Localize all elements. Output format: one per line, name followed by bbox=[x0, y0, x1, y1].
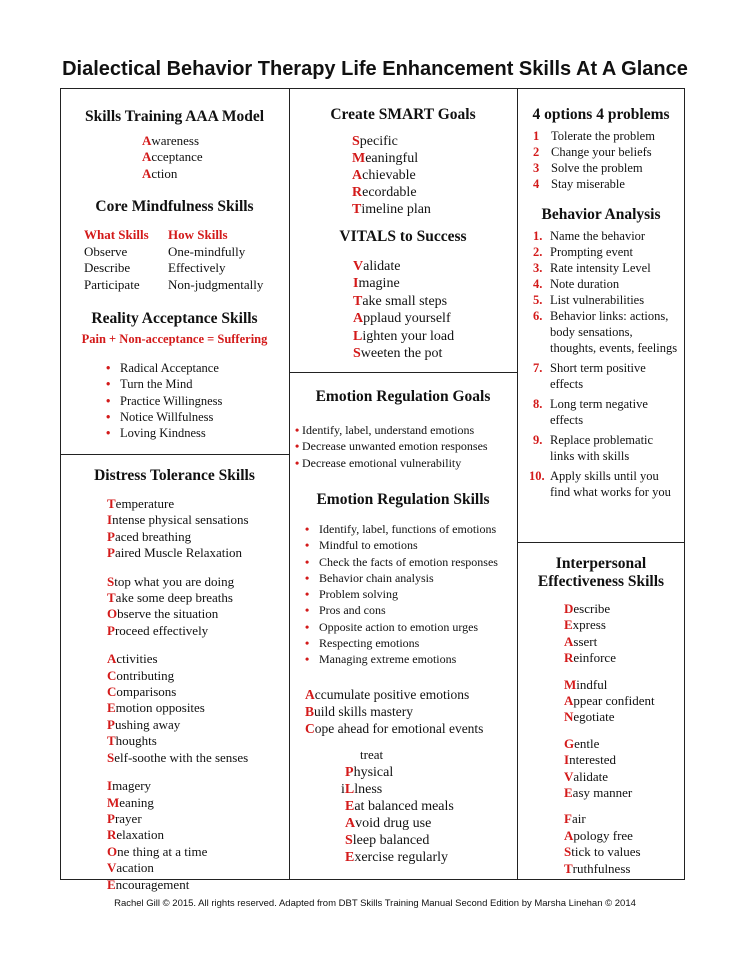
list-item: 2 Change your beliefs bbox=[533, 145, 652, 159]
list-item: • Practice Willingness bbox=[104, 393, 289, 409]
mindfulness-section bbox=[60, 198, 289, 293]
vitals-section bbox=[289, 228, 517, 362]
options-section bbox=[517, 106, 685, 192]
list-item: • Turn the Mind bbox=[104, 376, 289, 392]
table-row: Participate Non-judgmentally bbox=[84, 276, 264, 292]
list-item: • Mindful to emotions bbox=[303, 537, 517, 553]
give-list bbox=[564, 736, 685, 802]
list-item: Self-soothe with the senses bbox=[107, 749, 249, 765]
distress-tipp bbox=[107, 496, 289, 562]
table-row: Describe Effectively bbox=[84, 260, 226, 276]
list-item: • Decrease unwanted emotion responses bbox=[293, 438, 517, 454]
distress-stop bbox=[107, 574, 289, 640]
reality-list bbox=[104, 360, 289, 441]
list-item: 6. Behavior links: actions, body sensations, thoughts, events, feelings bbox=[533, 309, 678, 355]
list-item: Gentle bbox=[564, 735, 600, 751]
list-item: iLlness bbox=[341, 781, 383, 797]
list-item: Temperature bbox=[107, 496, 175, 511]
er-goals-list bbox=[293, 422, 517, 471]
list-item: Negotiate bbox=[564, 709, 615, 725]
list-item: 8. Long term negative effects bbox=[533, 397, 648, 427]
list-item: Emotion opposites bbox=[107, 700, 205, 716]
er-goals-section bbox=[289, 388, 517, 471]
smart-list bbox=[352, 133, 517, 218]
list-item: Comparisons bbox=[107, 684, 177, 700]
list-item: Accumulate positive emotions bbox=[305, 686, 470, 702]
list-item: Meaningful bbox=[352, 151, 419, 166]
er-goals-heading: Emotion Regulation Goals bbox=[315, 388, 491, 405]
list-item: 1 Tolerate the problem bbox=[533, 129, 655, 143]
list-item: • Problem solving bbox=[303, 586, 517, 602]
smart-heading: Create SMART Goals bbox=[330, 106, 476, 123]
list-item: 4 Stay miserable bbox=[533, 177, 625, 191]
list-item: Take small steps bbox=[353, 293, 448, 309]
list-item: Sleep balanced bbox=[345, 832, 430, 848]
list-item: 3. Rate intensity Level bbox=[533, 261, 651, 275]
options-list bbox=[533, 128, 685, 192]
reality-heading: Reality Acceptance Skills bbox=[91, 310, 258, 327]
list-item: Encouragement bbox=[107, 876, 190, 892]
list-item: • Identify, label, understand emotions bbox=[293, 422, 517, 438]
list-item: • Identify, label, functions of emotions bbox=[303, 521, 517, 537]
list-item: Imagery bbox=[107, 778, 152, 794]
please-list bbox=[341, 764, 517, 866]
list-item: Appear confident bbox=[564, 693, 655, 709]
reality-formula: Pain + Non-acceptance = Suffering bbox=[81, 332, 268, 346]
list-item: Sweeten the pot bbox=[353, 346, 443, 362]
list-item: Assert bbox=[564, 633, 598, 649]
distress-section bbox=[60, 467, 289, 893]
list-item: Cope ahead for emotional events bbox=[305, 720, 484, 736]
list-item: Contributing bbox=[107, 667, 175, 683]
smart-section bbox=[289, 106, 517, 218]
list-item: Paired Muscle Relaxation bbox=[107, 545, 243, 561]
list-item: Recordable bbox=[352, 185, 417, 200]
how-skills-heading: How Skills bbox=[168, 227, 228, 242]
er-skills-section bbox=[289, 491, 517, 866]
list-item: Physical bbox=[345, 764, 394, 780]
mindfulness-table bbox=[84, 227, 289, 293]
aaa-section bbox=[60, 108, 289, 182]
reality-section bbox=[60, 310, 289, 441]
fast-list bbox=[564, 811, 685, 877]
distress-heading: Distress Tolerance Skills bbox=[94, 467, 255, 484]
list-item: Fair bbox=[564, 811, 586, 827]
list-item: • Pros and cons bbox=[303, 602, 517, 618]
list-item: Vacation bbox=[107, 860, 154, 876]
please-treat-label: treat bbox=[360, 746, 384, 762]
er-skills-heading: Emotion Regulation Skills bbox=[316, 491, 490, 508]
list-item: Prayer bbox=[107, 810, 142, 826]
what-skills-heading: What Skills bbox=[84, 227, 149, 242]
list-item: 5. List vulnerabilities bbox=[533, 293, 645, 307]
list-item: Proceed effectively bbox=[107, 622, 209, 638]
vitals-heading: VITALS to Success bbox=[339, 228, 467, 245]
behavior-list bbox=[529, 228, 679, 500]
er-skills-list bbox=[303, 521, 517, 668]
aaa-list bbox=[142, 133, 289, 182]
distress-improve bbox=[107, 778, 289, 893]
list-item: Awareness bbox=[142, 133, 200, 148]
man-list bbox=[564, 677, 685, 726]
list-item: Timeline plan bbox=[352, 202, 431, 217]
options-heading: 4 options 4 problems bbox=[532, 106, 670, 123]
list-item: • Behavior chain analysis bbox=[303, 570, 517, 586]
behavior-heading: Behavior Analysis bbox=[541, 206, 661, 223]
list-item: Validate bbox=[353, 259, 401, 274]
list-item: Mindful bbox=[564, 676, 608, 692]
list-item: Applaud yourself bbox=[353, 311, 451, 327]
interpersonal-heading-line1: Interpersonal bbox=[555, 555, 647, 572]
list-item: One thing at a time bbox=[107, 843, 208, 859]
list-item: Exercise regularly bbox=[345, 849, 449, 865]
footer-copyright: Rachel Gill © 2015. All rights reserved. Adapted from DBT Skills Training Manual Second Edition by Marsha Linehan © 2014 bbox=[114, 898, 636, 909]
list-item: Activities bbox=[107, 651, 158, 667]
list-item: Thoughts bbox=[107, 733, 157, 749]
list-item: Pushing away bbox=[107, 716, 181, 732]
col1-row-divider bbox=[60, 454, 289, 455]
list-item: Apology free bbox=[564, 827, 633, 843]
abc-list bbox=[305, 686, 517, 737]
list-item: Build skills mastery bbox=[305, 703, 414, 719]
aaa-heading: Skills Training AAA Model bbox=[84, 108, 264, 125]
list-item: Relaxation bbox=[107, 827, 165, 843]
interpersonal-section bbox=[517, 555, 685, 877]
list-item: Validate bbox=[564, 768, 609, 784]
list-item: 1. Name the behavior bbox=[533, 229, 646, 243]
list-item: • Managing extreme emotions bbox=[303, 651, 517, 667]
list-item: • Decrease emotional vulnerability bbox=[293, 455, 517, 471]
list-item: Imagine bbox=[353, 276, 400, 292]
list-item: • Respecting emotions bbox=[303, 635, 517, 651]
list-item: Paced breathing bbox=[107, 528, 192, 544]
distress-accepts bbox=[107, 651, 289, 766]
list-item: Express bbox=[564, 617, 606, 633]
list-item: • Loving Kindness bbox=[104, 425, 289, 441]
list-item: 9. Replace problematic links with skills bbox=[533, 433, 654, 463]
list-item: Meaning bbox=[107, 794, 154, 810]
list-item: Stop what you are doing bbox=[107, 573, 235, 589]
list-item: Eat balanced meals bbox=[345, 798, 454, 814]
page-title: Dialectical Behavior Therapy Life Enhancement Skills At A Glance bbox=[62, 58, 688, 80]
col2-row-divider bbox=[289, 372, 517, 373]
dear-list bbox=[564, 601, 685, 667]
list-item: Acceptance bbox=[142, 149, 203, 165]
col3-row-divider bbox=[517, 542, 685, 543]
list-item: Action bbox=[142, 165, 178, 181]
table-row: Observe One-mindfully bbox=[84, 243, 246, 259]
list-item: Truthfulness bbox=[564, 860, 631, 876]
list-item: • Notice Willfulness bbox=[104, 409, 289, 425]
list-item: Take some deep breaths bbox=[107, 590, 233, 606]
list-item: Stick to values bbox=[564, 844, 641, 860]
list-item: Observe the situation bbox=[107, 606, 219, 622]
list-item: • Radical Acceptance bbox=[104, 360, 289, 376]
list-item: Interested bbox=[564, 752, 616, 768]
list-item: 4. Note duration bbox=[533, 277, 620, 291]
list-item: 10. Apply skills until you find what works for you bbox=[529, 469, 671, 499]
list-item: Avoid drug use bbox=[345, 815, 432, 831]
list-item: Reinforce bbox=[564, 650, 616, 666]
list-item: 2. Prompting event bbox=[533, 245, 633, 259]
list-item: • Check the facts of emotion responses bbox=[303, 554, 517, 570]
list-item: Specific bbox=[352, 134, 398, 149]
list-item: Achievable bbox=[352, 168, 416, 183]
mindfulness-heading: Core Mindfulness Skills bbox=[95, 198, 254, 215]
list-item: 7. Short term positive effects bbox=[533, 361, 646, 391]
list-item: Describe bbox=[564, 601, 611, 616]
list-item: Intense physical sensations bbox=[107, 512, 249, 528]
behavior-section bbox=[517, 206, 685, 500]
interpersonal-heading-line2: Effectiveness Skills bbox=[537, 573, 665, 590]
list-item: • Opposite action to emotion urges bbox=[303, 619, 517, 635]
list-item: 3 Solve the problem bbox=[533, 161, 643, 175]
list-item: Easy manner bbox=[564, 785, 633, 801]
vitals-list bbox=[353, 258, 517, 362]
list-item: Lighten your load bbox=[353, 328, 455, 344]
